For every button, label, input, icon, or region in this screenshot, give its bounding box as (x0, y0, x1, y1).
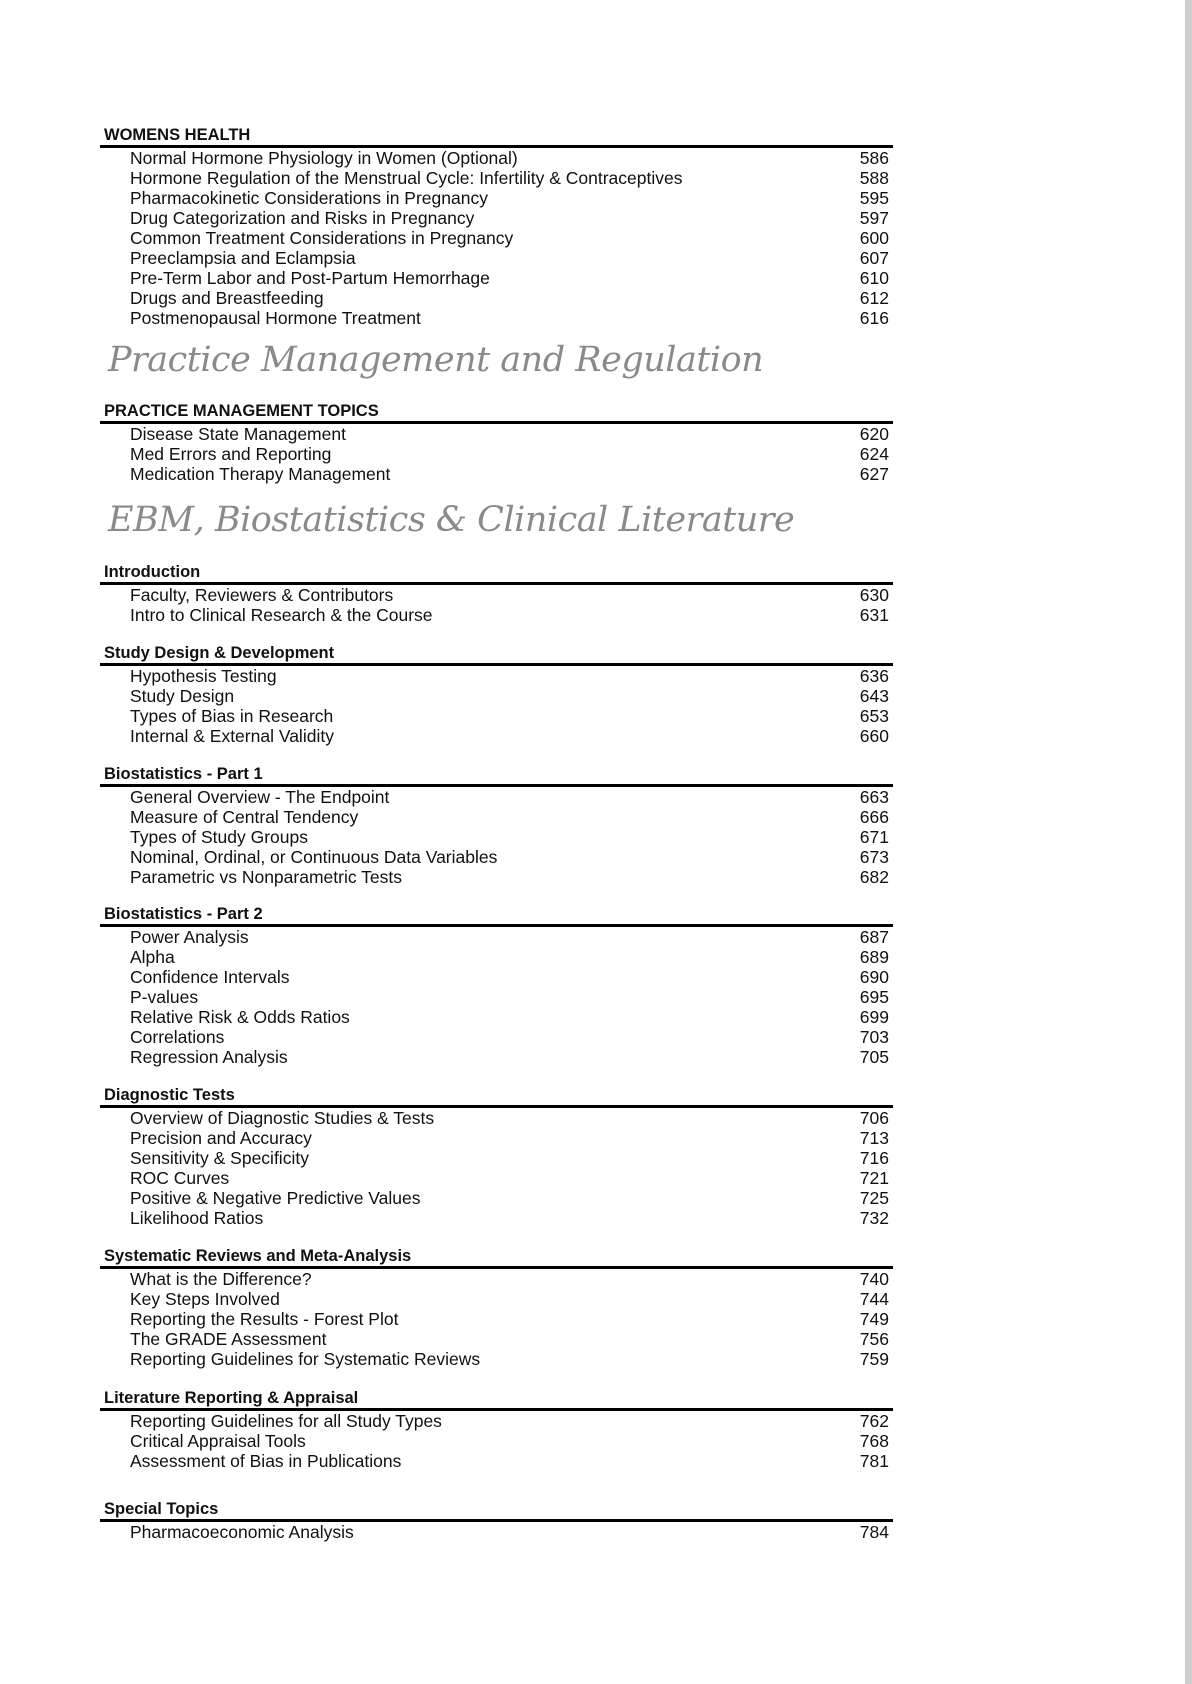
entry-page-number: 732 (859, 1208, 889, 1228)
entry-title: Reporting Guidelines for all Study Types (130, 1411, 442, 1431)
entry-page-number: 706 (859, 1108, 889, 1128)
entry-title: Power Analysis (130, 927, 249, 947)
entry-page-number: 624 (859, 444, 889, 464)
toc-entry[interactable] (100, 847, 893, 867)
entry-page-number: 586 (859, 148, 889, 168)
toc-section (100, 904, 893, 1067)
entry-page-number: 666 (859, 807, 889, 827)
entry-page-number: 673 (859, 847, 889, 867)
entry-title: Postmenopausal Hormone Treatment (130, 308, 421, 328)
toc-entry[interactable] (100, 168, 893, 188)
entry-title: General Overview - The Endpoint (130, 787, 390, 807)
entry-page-number: 713 (859, 1128, 889, 1148)
entry-page-number: 762 (859, 1411, 889, 1431)
entry-page-number: 756 (859, 1329, 889, 1349)
section-heading: Biostatistics - Part 2 (104, 905, 263, 923)
toc-section (100, 1388, 893, 1471)
toc-entry[interactable] (100, 967, 893, 987)
toc-entry[interactable] (100, 706, 893, 726)
toc-entry[interactable] (100, 148, 893, 168)
section-heading: PRACTICE MANAGEMENT TOPICS (104, 402, 379, 420)
entry-page-number: 660 (859, 726, 889, 746)
entry-page-number: 687 (859, 927, 889, 947)
entry-title: What is the Difference? (130, 1269, 312, 1289)
entry-page-number: 721 (859, 1168, 889, 1188)
entry-title: Pharmacokinetic Considerations in Pregnancy (130, 188, 488, 208)
entry-title: Reporting Guidelines for Systematic Reviews (130, 1349, 481, 1369)
toc-entry[interactable] (100, 308, 893, 328)
entry-page-number: 744 (859, 1289, 889, 1309)
entry-page-number: 740 (859, 1269, 889, 1289)
entry-title: P-values (130, 987, 199, 1007)
entry-title: Study Design (130, 686, 235, 706)
toc-entry[interactable] (100, 1522, 893, 1542)
toc-entry[interactable] (100, 424, 893, 444)
entry-page-number: 725 (859, 1188, 889, 1208)
entry-page-number: 607 (859, 248, 889, 268)
toc-entry[interactable] (100, 444, 893, 464)
entry-page-number: 595 (859, 188, 889, 208)
entry-page-number: 663 (859, 787, 889, 807)
toc-section (100, 125, 893, 328)
entry-page-number: 703 (859, 1027, 889, 1047)
entry-page-number: 612 (859, 288, 889, 308)
toc-entry[interactable] (100, 585, 893, 605)
entry-page-number: 671 (859, 827, 889, 847)
entry-title: Confidence Intervals (130, 967, 290, 987)
toc-entry[interactable] (100, 208, 893, 228)
entry-title: Critical Appraisal Tools (130, 1431, 306, 1451)
toc-section (100, 1085, 893, 1228)
entry-page-number: 749 (859, 1309, 889, 1329)
toc-entry[interactable] (100, 807, 893, 827)
toc-entry[interactable] (100, 188, 893, 208)
entry-title: Drug Categorization and Risks in Pregnancy (130, 208, 475, 228)
entry-title: Correlations (130, 1027, 225, 1047)
entry-title: Hormone Regulation of the Menstrual Cycle: Infertility & Contraceptives (130, 168, 683, 188)
entry-title: Med Errors and Reporting (130, 444, 332, 464)
entry-title: Precision and Accuracy (130, 1128, 312, 1148)
toc-entry[interactable] (100, 464, 893, 484)
toc-entry[interactable] (100, 666, 893, 686)
entry-page-number: 600 (859, 228, 889, 248)
section-heading: Literature Reporting & Appraisal (104, 1389, 359, 1407)
entry-page-number: 705 (859, 1047, 889, 1067)
entry-title: Overview of Diagnostic Studies & Tests (130, 1108, 435, 1128)
toc-entry[interactable] (100, 1431, 893, 1451)
toc-entry[interactable] (100, 288, 893, 308)
section-heading: Introduction (104, 563, 201, 581)
section-heading: Special Topics (104, 1500, 219, 1518)
toc-entry[interactable] (100, 1108, 893, 1128)
section-heading: Systematic Reviews and Meta-Analysis (104, 1247, 412, 1265)
toc-entry[interactable] (100, 1451, 893, 1471)
toc-section (100, 1246, 893, 1369)
section-heading: Biostatistics - Part 1 (104, 765, 263, 783)
toc-entry[interactable] (100, 228, 893, 248)
entry-page-number: 643 (859, 686, 889, 706)
entry-page-number: 610 (859, 268, 889, 288)
entry-title: Preeclampsia and Eclampsia (130, 248, 356, 268)
toc-entry[interactable] (100, 1309, 893, 1329)
entry-title: Alpha (130, 947, 175, 967)
toc-entry[interactable] (100, 787, 893, 807)
toc-entry[interactable] (100, 927, 893, 947)
toc-entry[interactable] (100, 1047, 893, 1067)
entry-title: Pre-Term Labor and Post-Partum Hemorrhage (130, 268, 490, 288)
toc-entry[interactable] (100, 1208, 893, 1228)
section-heading: Study Design & Development (104, 644, 335, 662)
entry-title: Internal & External Validity (130, 726, 334, 746)
page-edge (1185, 0, 1192, 1684)
toc-entry[interactable] (100, 268, 893, 288)
entry-title: Types of Study Groups (130, 827, 309, 847)
entry-page-number: 597 (859, 208, 889, 228)
entry-title: Positive & Negative Predictive Values (130, 1188, 421, 1208)
entry-page-number: 653 (859, 706, 889, 726)
section-heading: Diagnostic Tests (104, 1086, 235, 1104)
entry-title: ROC Curves (130, 1168, 230, 1188)
toc-section (100, 401, 893, 484)
entry-page-number: 784 (859, 1522, 889, 1542)
entry-title: Medication Therapy Management (130, 464, 391, 484)
entry-page-number: 620 (859, 424, 889, 444)
entry-page-number: 616 (859, 308, 889, 328)
toc-entry[interactable] (100, 1289, 893, 1309)
toc-entry[interactable] (100, 1168, 893, 1188)
part-title: Practice Management and Regulation (108, 340, 764, 380)
entry-title: Intro to Clinical Research & the Course (130, 605, 433, 625)
entry-title: Measure of Central Tendency (130, 807, 359, 827)
toc-entry[interactable] (100, 1148, 893, 1168)
toc-entry[interactable] (100, 686, 893, 706)
entry-page-number: 695 (859, 987, 889, 1007)
entry-title: Hypothesis Testing (130, 666, 277, 686)
entry-page-number: 759 (859, 1349, 889, 1369)
entry-page-number: 636 (859, 666, 889, 686)
entry-title: Pharmacoeconomic Analysis (130, 1522, 354, 1542)
entry-title: Assessment of Bias in Publications (130, 1451, 402, 1471)
entry-title: Likelihood Ratios (130, 1208, 264, 1228)
toc-entry[interactable] (100, 987, 893, 1007)
toc-section (100, 643, 893, 746)
toc-entry[interactable] (100, 1027, 893, 1047)
entry-page-number: 631 (859, 605, 889, 625)
entry-title: Key Steps Involved (130, 1289, 280, 1309)
entry-page-number: 689 (859, 947, 889, 967)
entry-page-number: 699 (859, 1007, 889, 1027)
entry-page-number: 682 (859, 867, 889, 887)
toc-entry[interactable] (100, 827, 893, 847)
entry-title: Sensitivity & Specificity (130, 1148, 309, 1168)
section-heading: WOMENS HEALTH (104, 126, 251, 144)
entry-title: Drugs and Breastfeeding (130, 288, 324, 308)
toc-entry[interactable] (100, 1269, 893, 1289)
entry-title: Types of Bias in Research (130, 706, 334, 726)
toc-section (100, 1499, 893, 1542)
entry-title: Disease State Management (130, 424, 346, 444)
entry-page-number: 768 (859, 1431, 889, 1451)
entry-title: Parametric vs Nonparametric Tests (130, 867, 402, 887)
entry-page-number: 781 (859, 1451, 889, 1471)
entry-page-number: 630 (859, 585, 889, 605)
toc-entry[interactable] (100, 867, 893, 887)
toc-entry[interactable] (100, 605, 893, 625)
toc-entry[interactable] (100, 947, 893, 967)
toc-entry[interactable] (100, 1007, 893, 1027)
toc-entry[interactable] (100, 1329, 893, 1349)
toc-entry[interactable] (100, 726, 893, 746)
toc-section (100, 764, 893, 887)
entry-title: The GRADE Assessment (130, 1329, 327, 1349)
toc-section (100, 562, 893, 625)
entry-title: Reporting the Results - Forest Plot (130, 1309, 399, 1329)
entry-page-number: 627 (859, 464, 889, 484)
entry-page-number: 716 (859, 1148, 889, 1168)
toc-entry[interactable] (100, 1188, 893, 1208)
entry-title: Common Treatment Considerations in Pregnancy (130, 228, 514, 248)
entry-title: Relative Risk & Odds Ratios (130, 1007, 350, 1027)
part-title: EBM, Biostatistics & Clinical Literature (108, 500, 795, 540)
entry-page-number: 588 (859, 168, 889, 188)
toc-entry[interactable] (100, 1128, 893, 1148)
entry-page-number: 690 (859, 967, 889, 987)
entry-title: Faculty, Reviewers & Contributors (130, 585, 394, 605)
toc-entry[interactable] (100, 248, 893, 268)
entry-title: Regression Analysis (130, 1047, 288, 1067)
toc-entry[interactable] (100, 1349, 893, 1369)
toc-entry[interactable] (100, 1411, 893, 1431)
entry-title: Nominal, Ordinal, or Continuous Data Variables (130, 847, 498, 867)
entry-title: Normal Hormone Physiology in Women (Optional) (130, 148, 518, 168)
